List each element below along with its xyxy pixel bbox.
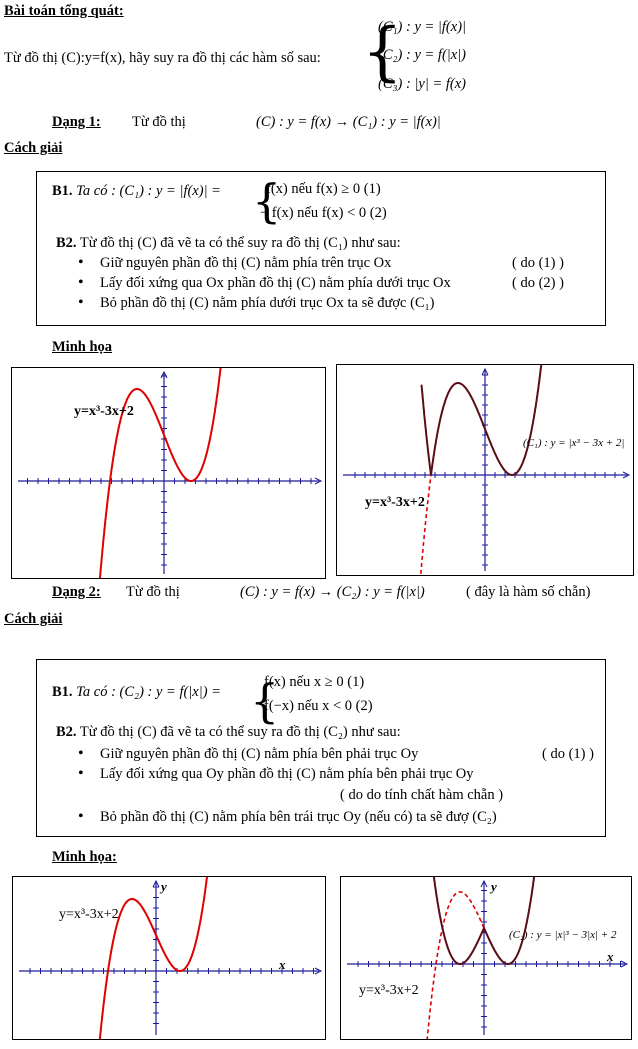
form2-bullet-1-note: ( do (1) ) (542, 746, 594, 762)
case-c2: (C₂) : y = f(|x|) (378, 47, 467, 63)
graph-2-right-plot (341, 877, 631, 1039)
form2-b2 (56, 724, 401, 741)
graph-2-left-x-label: x (279, 957, 286, 972)
form1-bullet-1 (76, 253, 586, 273)
form1-b2 (56, 235, 401, 252)
graph-2-right-y-label: y (491, 879, 497, 894)
form1-b1-text: Ta có : (C₁) : y = |f(x)| = (76, 183, 221, 199)
graph-1-right-dashed-curve (419, 475, 431, 575)
form2-bullets-cont (76, 807, 596, 827)
problem-intro: Từ đồ thị (C):y=f(x), hãy suy ra đồ thị các hàm số sau: (4, 50, 321, 66)
form2-b2-text: Từ đồ thị (C) đã vẽ ta có thể suy ra đồ thị (C₂) như sau: (79, 724, 401, 740)
problem-heading: Bài toán tổng quát: (4, 3, 124, 19)
form2-bullet-3-text: Bỏ phần đồ thị (C) nằm phía bên trái trục Oy (nếu có) ta sẽ đượ (C₂) (100, 809, 497, 825)
form1-b2-label: B2. (56, 235, 77, 251)
form1-bullet-2 (76, 273, 586, 293)
form1-b1-case2: − f(x) nếu f(x) < 0 (2) (260, 205, 387, 221)
case-c1: (C₁) : y = |f(x)| (378, 19, 467, 35)
form1-b2-text: Từ đồ thị (C) đã vẽ ta có thể suy ra đồ thị (C₁) như sau: (79, 235, 401, 251)
graph-2-left-y-label: y (161, 879, 167, 894)
form1-from-text: Từ đồ thị (132, 114, 186, 130)
graph-1-left-plot (12, 368, 325, 578)
form1-bullets (76, 253, 586, 313)
form1-formula: (C) : y = f(x) → (C₁) : y = |f(x)| (256, 114, 441, 130)
form1-b1-case1: f(x) nếu f(x) ≥ 0 (1) (266, 181, 381, 197)
graph-2-right-x-label: x (607, 949, 614, 964)
graph-2-right-label: y=x³-3x+2 (359, 983, 419, 998)
form1-bullet-2-text: Lấy đối xứng qua Ox phần đồ thị (C) nằm phía dưới trục Ox (100, 275, 451, 291)
form2-b2-label: B2. (56, 724, 77, 740)
form2-bullet-1-text: Giữ nguyên phần đồ thị (C) nằm phía bên phải trục Oy (100, 746, 419, 762)
graph-2-left-label: y=x³-3x+2 (59, 907, 119, 922)
graph-2-right-c2-label: (C₂) : y = |x|³ − 3|x| + 2 (509, 929, 617, 941)
graph-2-right-axes (347, 881, 627, 1035)
graph-1-right-label: y=x³-3x+2 (365, 495, 425, 510)
graph-2-right-dashed-curve (426, 892, 484, 1039)
graph-1-left-label: y=x³-3x+2 (74, 404, 134, 419)
form1-bullet-2-note: ( do (2) ) (512, 275, 564, 291)
graph-1-left-curve (98, 368, 222, 578)
graph-1-right-axes (343, 369, 629, 571)
graph-1-right-curve (422, 365, 544, 475)
graph-1-left-axes (18, 372, 321, 574)
cases-brace: { (362, 15, 403, 89)
graph-2-left-curve (98, 877, 209, 1039)
form1-illustration-heading: Minh họa (52, 339, 113, 355)
form2-bullet-2 (76, 764, 596, 784)
graph-2-right (340, 876, 632, 1040)
graph-1-right (336, 364, 634, 576)
form2-remark: ( đây là hàm số chẵn) (466, 584, 591, 600)
graph-2-left (12, 876, 326, 1040)
form2-b1-case2: f(−x) nếu x < 0 (2) (264, 698, 373, 714)
form2-bullets (76, 744, 596, 784)
graph-1-left (11, 367, 326, 579)
form2-b1-case1: f(x) nếu x ≥ 0 (1) (264, 674, 365, 690)
form2-illustration-heading: Minh họa: (52, 849, 117, 865)
form2-b1-text: Ta có : (C₂) : y = f(|x|) = (76, 684, 221, 700)
form1-b1-label: B1. (52, 183, 73, 199)
form1-bullet-3 (76, 293, 586, 313)
form2-b1-brace: { (250, 674, 280, 728)
form2-from-text: Từ đồ thị (126, 584, 180, 600)
form2-bullet-2-cont: ( do do tính chất hàm chẵn ) (340, 787, 504, 803)
form2-bullet-3 (76, 807, 596, 827)
form2-b1-label: B1. (52, 684, 73, 700)
form1-bullet-1-note: ( do (1) ) (512, 255, 564, 271)
form2-method-heading: Cách giải (4, 611, 63, 627)
form2-label: Dạng 2: (52, 584, 101, 600)
graph-1-right-c1-label: (C₁) : y = |x³ − 3x + 2| (523, 437, 625, 449)
form1-bullet-1-text: Giữ nguyên phần đồ thị (C) nằm phía trên trục Ox (100, 255, 392, 271)
form1-method-heading: Cách giải (4, 140, 63, 156)
form1-b1-brace: { (252, 174, 282, 228)
form2-b1 (52, 684, 221, 701)
case-c3: (C₃) : |y| = f(x) (378, 76, 467, 92)
form2-formula: (C) : y = f(x) → (C₂) : y = f(|x|) (240, 584, 425, 600)
form1-b1 (52, 183, 221, 200)
form1-bullet-3-text: Bỏ phần đồ thị (C) nằm phía dưới trục Ox ta sẽ được (C₁) (100, 295, 435, 311)
graph-2-left-axes (19, 881, 321, 1035)
form1-label: Dạng 1: (52, 114, 101, 130)
form2-bullet-1 (76, 744, 596, 764)
form2-bullet-2-text: Lấy đối xứng qua Oy phần đồ thị (C) nằm phía bên phải trục Oy (100, 766, 474, 782)
graph-1-right-plot (337, 365, 633, 575)
